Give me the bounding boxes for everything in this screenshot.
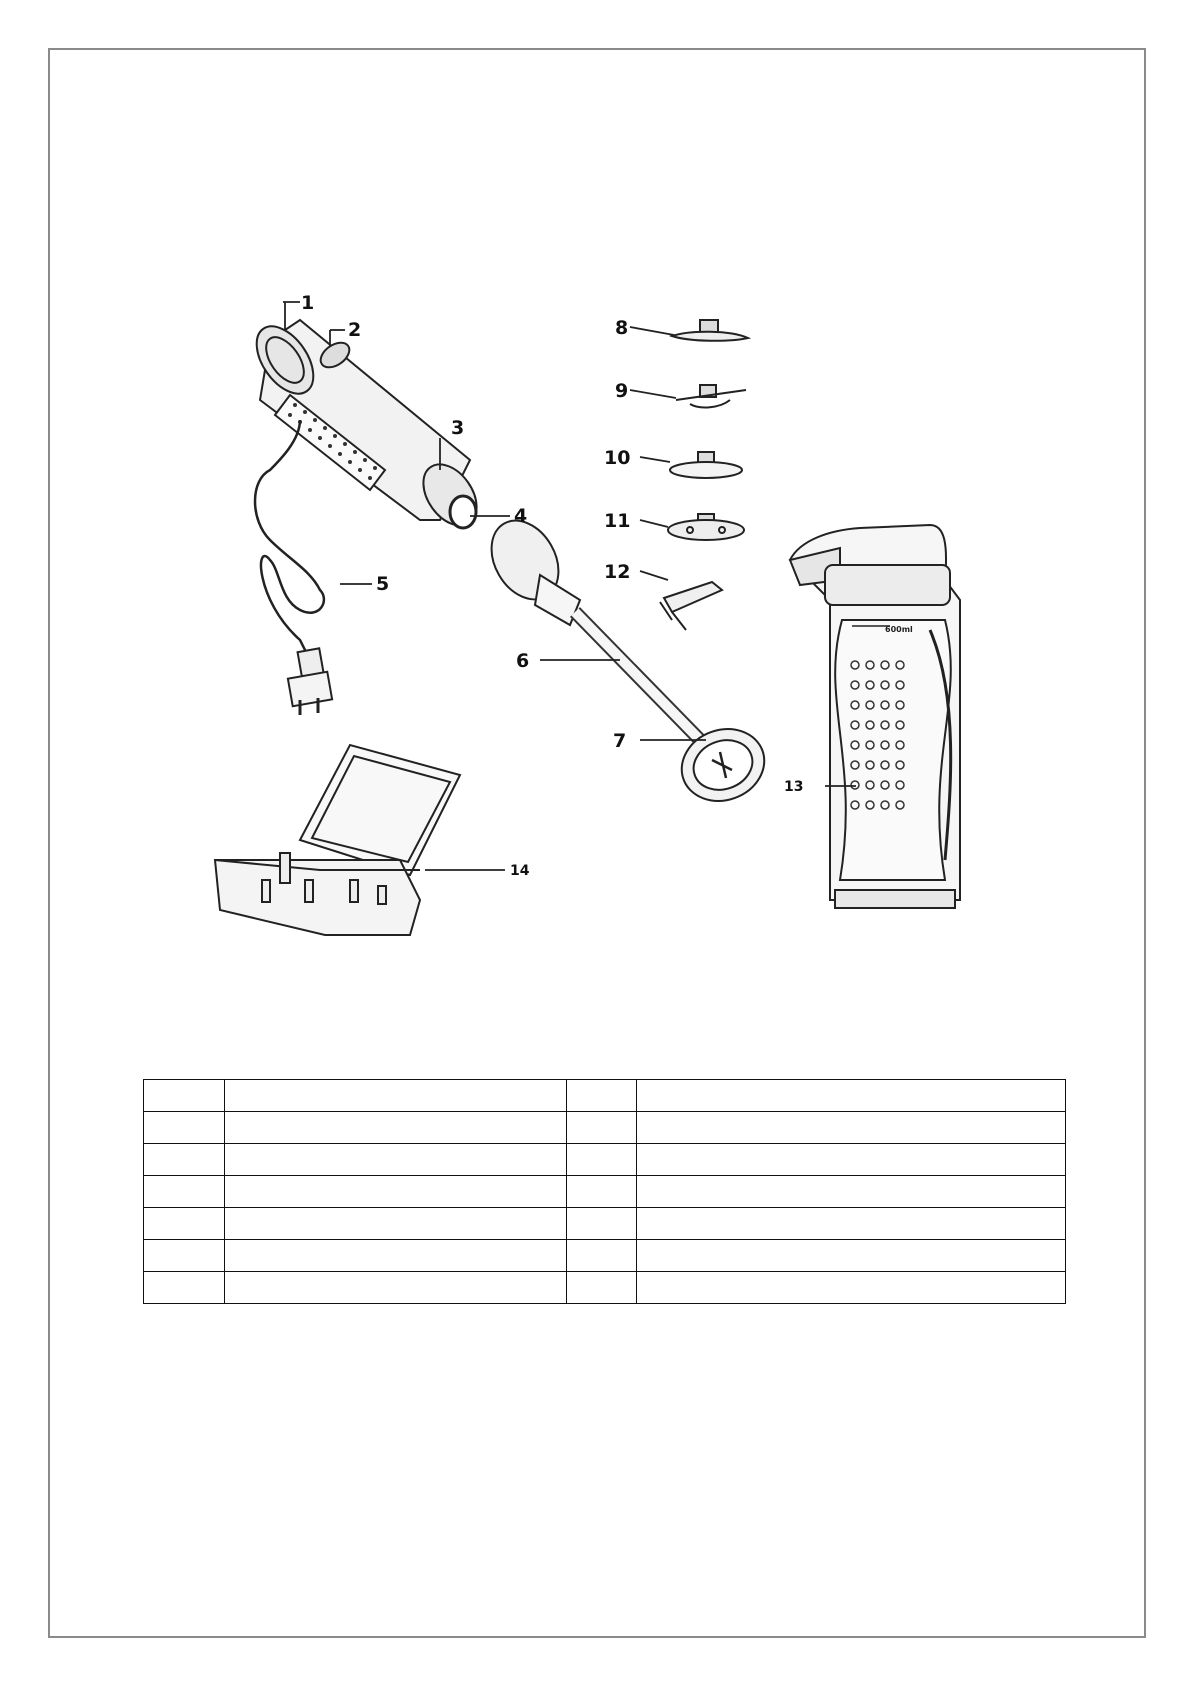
callout-13: 13 <box>784 779 804 795</box>
table-cell <box>637 1272 1066 1304</box>
table-cell <box>144 1144 225 1176</box>
table-cell <box>225 1240 567 1272</box>
table-cell <box>144 1272 225 1304</box>
callout-12: 12 <box>604 561 631 583</box>
table-cell <box>637 1144 1066 1176</box>
table-cell <box>225 1272 567 1304</box>
table-cell <box>567 1176 637 1208</box>
table-row <box>144 1176 1066 1208</box>
table-cell <box>144 1176 225 1208</box>
blade-accessories-illustration <box>660 320 748 630</box>
callout-6: 6 <box>516 650 530 672</box>
table-cell <box>144 1112 225 1144</box>
table-cell <box>144 1240 225 1272</box>
parts-list-table <box>143 1079 1066 1304</box>
table-cell <box>567 1208 637 1240</box>
callout-8: 8 <box>615 317 629 339</box>
table-row <box>144 1112 1066 1144</box>
table-cell <box>567 1240 637 1272</box>
table-cell <box>144 1080 225 1112</box>
table-cell <box>567 1144 637 1176</box>
table-cell <box>637 1176 1066 1208</box>
table-cell <box>567 1112 637 1144</box>
table-cell <box>225 1176 567 1208</box>
bottle-capacity-mark: 600ml <box>885 625 913 634</box>
table-row <box>144 1208 1066 1240</box>
sport-bottle-illustration <box>790 525 960 908</box>
table-cell <box>567 1272 637 1304</box>
callout-2: 2 <box>348 319 362 341</box>
table-row <box>144 1080 1066 1112</box>
table-cell <box>144 1208 225 1240</box>
table-row <box>144 1240 1066 1272</box>
callout-11: 11 <box>604 510 631 532</box>
callout-9: 9 <box>615 380 629 402</box>
table-row <box>144 1144 1066 1176</box>
callout-7: 7 <box>613 730 627 752</box>
table-cell <box>225 1112 567 1144</box>
storage-case-illustration <box>215 745 460 935</box>
callout-4: 4 <box>514 505 528 527</box>
callout-3: 3 <box>451 417 465 439</box>
table-cell <box>225 1144 567 1176</box>
callout-10: 10 <box>604 447 631 469</box>
table-cell <box>637 1112 1066 1144</box>
table-cell <box>225 1208 567 1240</box>
table-cell <box>637 1240 1066 1272</box>
callout-1: 1 <box>301 292 315 314</box>
power-cord-illustration <box>255 420 332 715</box>
table-cell <box>637 1208 1066 1240</box>
callout-5: 5 <box>376 573 390 595</box>
table-cell <box>567 1080 637 1112</box>
table-cell <box>637 1080 1066 1112</box>
table-row <box>144 1272 1066 1304</box>
callout-14: 14 <box>510 863 530 879</box>
table-cell <box>225 1080 567 1112</box>
